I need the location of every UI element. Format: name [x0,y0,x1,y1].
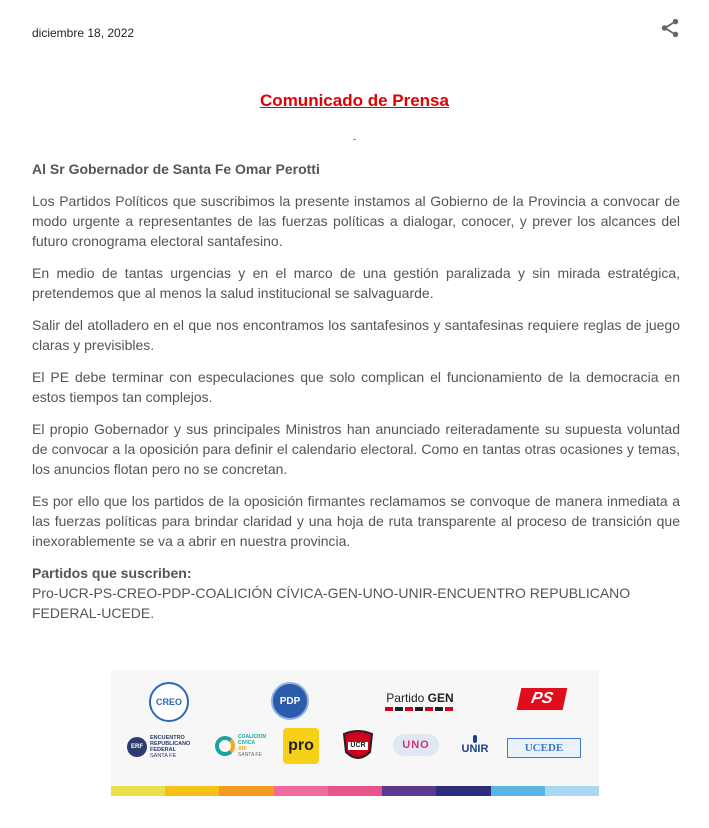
unir-logo-text: UNIR [461,743,489,755]
cc-line-1: COALICION [238,734,267,740]
erf-mark [127,737,147,757]
ucede-logo-text: UCEDE [524,742,564,754]
ps-logo [517,688,568,710]
stripe-segment [274,786,328,796]
party-logos-banner [111,670,599,796]
post-title[interactable]: Comunicado de Prensa [260,91,449,110]
paragraph: Es por ello que los partidos de la oposición firmantes reclamamos se convoque de manera inmediata a las fuerzas políticas para brindar claridad y una hoja de ruta transparente al proceso de transición que inexorablemente se va a abrir en nuestra provincia. [32,493,680,549]
erf-mark-text: ERF [131,744,143,750]
pdp-logo [271,682,309,720]
coalicion-civica-logo [215,732,267,760]
share-icon[interactable] [659,17,681,39]
stripe-segment [328,786,382,796]
divider [353,139,356,140]
addressee: Al Sr Gobernador de Santa Fe Omar Perotti [32,161,320,177]
uno-logo [393,734,439,756]
gen-logo [377,686,463,716]
stripe-segment [382,786,436,796]
uno-logo-text: UNO [402,739,430,751]
gen-logo-text: GEN [427,691,454,705]
cc-line-3: ARI [238,746,247,752]
color-stripe [111,786,599,796]
paragraph: El propio Gobernador y sus principales Ministros han anunciado reiteradamente su supuesta voluntad de convocar a la oposición para definir el calendario electoral. Como en tantas otras ocasiones y temas, los anuncios flotan pero no se concretan. [32,421,680,477]
pro-logo-text: pro [288,737,314,754]
creo-logo [149,682,189,722]
erf-line-4: SANTA FE [150,753,177,759]
paragraph: El PE debe terminar con especulaciones que solo complican el funcionamiento de la democracia en estos tiempos tan complejos. [32,369,680,405]
stripe-segment [436,786,490,796]
unir-logo [455,732,495,758]
paragraph: Los Partidos Políticos que suscribimos la presente instamos al Gobierno de la Provincia a convocar de modo urgente a representantes de las fuerzas políticas a dialogar, conocer, y prever los alcances del futuro cronograma electoral santafesino. [32,193,680,249]
paragraph: En medio de tantas urgencias y en el marco de una gestión paralizada y sin mirada estratégica, pretendemos que al menos la salud institucional se salvaguarde. [32,265,680,301]
post-date: diciembre 18, 2022 [32,26,135,40]
signatories-title: Partidos que suscriben: [32,565,192,581]
erf-line-2: REPUBLICANO [150,741,191,747]
cc-line-4: SANTA FE [238,752,262,758]
erf-line-1: ENCUENTRO [150,735,185,741]
erf-line-3: FEDERAL [150,747,176,753]
ps-logo-text: PS [529,690,555,707]
stripe-segment [491,786,545,796]
post-body [32,159,680,623]
stripe-segment [111,786,165,796]
pro-logo [283,728,319,764]
signatories-list: Pro-UCR-PS-CREO-PDP-COALICIÓN CÍVICA-GEN-UNO-UNIR-ENCUENTRO REPUBLICANO FEDERAL-UCEDE. [32,585,631,621]
gen-logo-prefix: Partido [386,691,425,705]
stripe-segment [545,786,599,796]
creo-logo-text: CREO [155,697,182,707]
stripe-segment [165,786,219,796]
ucr-logo-text: UCR [350,742,366,749]
paragraph: Salir del atolladero en el que nos encontramos los santafesinos y santafesinas requiere reglas de juego claras y previsibles. [32,317,680,353]
stripe-segment [219,786,273,796]
erf-logo [127,734,203,760]
ucede-logo [507,738,581,758]
pdp-logo-text: PDP [279,695,301,707]
cc-line-2: CIVICA [238,740,255,746]
ucr-logo [341,728,375,764]
